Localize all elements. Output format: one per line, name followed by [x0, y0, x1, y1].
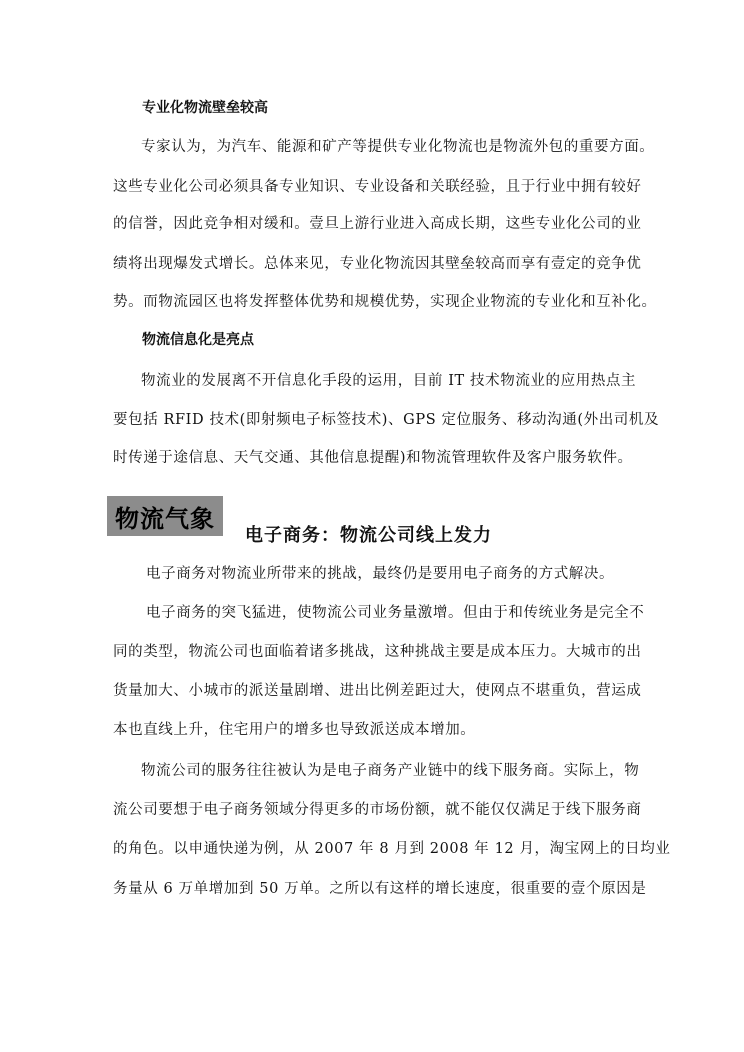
- paragraph-line: 的信誉，因此竞争相对缓和。壹旦上游行业进入高成长期，这些专业化公司的业: [113, 216, 642, 232]
- paragraph-line: 务量从 6 万单增加到 50 万单。之所以有这样的增长速度，很重要的壹个原因是: [113, 881, 647, 897]
- section-label-box: [107, 496, 223, 536]
- paragraph-line: 电子商务的突飞猛进，使物流公司业务量激增。但由于和传统业务是完全不: [146, 605, 645, 621]
- paragraph-line: 本也直线上升，住宅用户的增多也导致派送成本增加。: [113, 722, 476, 738]
- section-heading-professional-logistics: 专业化物流壁垒较高: [142, 100, 268, 116]
- paragraph-line: 势。而物流园区也将发挥整体优势和规模优势，实现企业物流的专业化和互补化。: [113, 294, 657, 310]
- paragraph-line: 流公司要想于电子商务领域分得更多的市场份额，就不能仅仅满足于线下服务商: [113, 802, 642, 818]
- section-heading-logistics-informatization: 物流信息化是亮点: [142, 332, 254, 348]
- paragraph-line: 货量加大、小城市的派送量剧增、进出比例差距过大，使网点不堪重负，营运成: [113, 683, 642, 699]
- paragraph-line: 绩将出现爆发式增长。总体来见，专业化物流因其壁垒较高而享有壹定的竞争优: [113, 256, 642, 272]
- section-label: 物流气象: [115, 504, 215, 533]
- paragraph-line: 时传递于途信息、天气交通、其他信息提醒)和物流管理软件及客户服务软件。: [113, 450, 633, 466]
- article-lead: 电子商务对物流业所带来的挑战，最终仍是要用电子商务的方式解决。: [146, 566, 615, 582]
- paragraph-line: 这些专业化公司必须具备专业知识、专业设备和关联经验，且于行业中拥有较好: [113, 179, 642, 195]
- paragraph-line: 物流业的发展离不开信息化手段的运用，目前 IT 技术物流业的应用热点主: [141, 373, 637, 389]
- paragraph-line: 要包括 RFID 技术(即射频电子标签技术)、GPS 定位服务、移动沟通(外出司机及: [113, 412, 660, 428]
- article-title: 电子商务：物流公司线上发力: [245, 525, 492, 546]
- paragraph-line: 物流公司的服务往往被认为是电子商务产业链中的线下服务商。实际上，物: [141, 763, 640, 779]
- paragraph-line: 的角色。以申通快递为例，从 2007 年 8 月到 2008 年 12 月，淘宝网上的日均业: [113, 841, 671, 857]
- paragraph-line: 专家认为，为汽车、能源和矿产等提供专业化物流也是物流外包的重要方面。: [141, 139, 655, 155]
- paragraph-line: 同的类型，物流公司也面临着诸多挑战，这种挑战主要是成本压力。大城市的出: [113, 644, 642, 660]
